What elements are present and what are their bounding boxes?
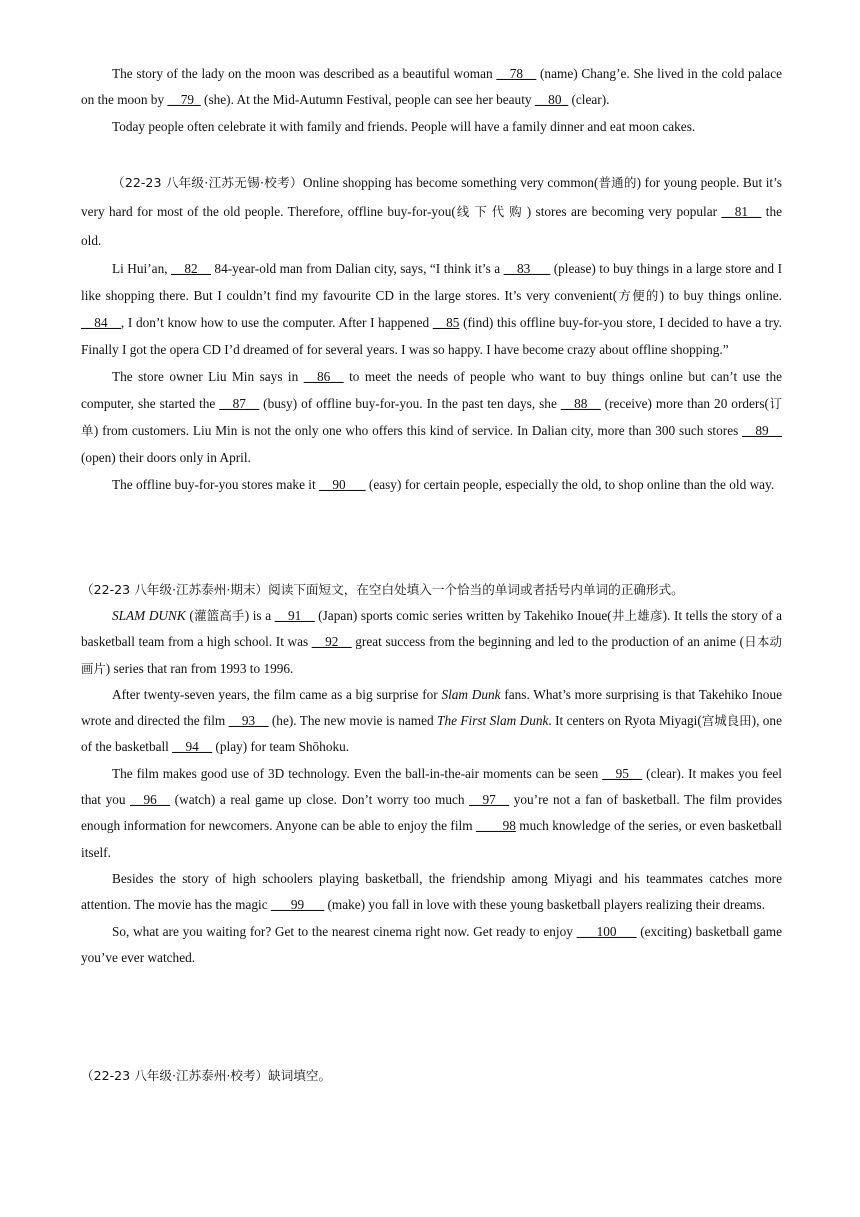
- blank-98[interactable]: ____98: [475, 818, 516, 834]
- title-italic: SLAM DUNK: [112, 608, 186, 623]
- blank-90[interactable]: __90___: [319, 477, 366, 492]
- blank-86[interactable]: __86__: [303, 369, 344, 384]
- passage-slam-dunk: [81, 576, 782, 971]
- source-label: （22-23 八年级·江苏泰州·期末）阅读下面短文，在空白处填入一个恰当的单词或者括号内单词的正确形式。: [81, 582, 684, 597]
- paragraph: The story of the lady on the moon was described as a beautiful woman __78__ (name) Chang’e. She lived in the cold palace on the moon by __79_ (she). At the Mid-Autumn Festival, people can see her beauty __80_ (clear).: [81, 66, 783, 108]
- blank-91[interactable]: __91__: [274, 608, 315, 623]
- blank-95[interactable]: __95__: [602, 765, 643, 781]
- paragraph: Today people often celebrate it with family and friends. People will have a family dinner and eat moon cakes.: [112, 118, 696, 134]
- source-label: （22-23 八年级·江苏泰州·校考）缺词填空。: [81, 1068, 332, 1083]
- paragraph: SLAM DUNK (灌篮高手) is a __91__ (Japan) sports comic series written by Takehiko Inoue(井上雄彦). It tells the story of a basketball team from a high school. It was __92__ great success from the beginning and led to the production of an anime (日本动画片) series that ran from 1993 to 1996.: [81, 608, 783, 676]
- blank-92[interactable]: __92__: [311, 634, 352, 650]
- blank-78[interactable]: __78__: [496, 66, 537, 81]
- blank-93[interactable]: __93__: [228, 713, 269, 729]
- blank-97[interactable]: __97__: [469, 792, 510, 808]
- passage-offline-shopping: [81, 168, 782, 498]
- passage-intro: [81, 576, 782, 603]
- passage-intro: [81, 1063, 782, 1089]
- paragraph: After twenty-seven years, the film came as a big surprise for Slam Dunk fans. What’s more surprising is that Takehiko Inoue wrote and directed the film __93__ (he). The new movie is named The First Slam Dunk. It centers on Ryota Miyagi(宫城良田), one of the basketball __94__ (play) for team Shōhoku.: [81, 686, 782, 755]
- paragraph: The film makes good use of 3D technology. Even the ball-in-the-air moments can be seen __95__ (clear). It makes you feel that you __96__ (watch) a real game up close. Don’t worry too much __97__ you’re not a fan of basketball. The film provides enough information for newcomers. Anyone can be able to enjoy the film ____98 much knowledge of the series, or even basketball itself.: [81, 765, 782, 860]
- blank-96[interactable]: __96__: [130, 792, 171, 808]
- paragraph: Besides the story of high schoolers playing basketball, the friendship among Miyagi and his teammates catches more attention. The movie has the magic ___99___ (make) you fall in love with these young basketball players realizing their dreams.: [81, 870, 782, 913]
- blank-84[interactable]: __84__: [81, 315, 121, 330]
- passage-intro: （22-23 八年级·江苏无锡·校考）Online shopping has become something very common(普通的) for young people. But it’s very hard for most of the old people. Therefore, offline buy-for-you(线下代购) stores are becoming very popular __81__ the old.: [81, 175, 783, 248]
- blank-100[interactable]: ___100___: [576, 923, 637, 939]
- blank-81[interactable]: __81__: [721, 204, 762, 219]
- blank-79[interactable]: __79_: [167, 92, 201, 108]
- paragraph: The offline buy-for-you stores make it __90___ (easy) for certain people, especially the old, to shop online than the old way.: [112, 477, 775, 492]
- paragraph: So, what are you waiting for? Get to the nearest cinema right now. Get ready to enjoy ___100___ (exciting) basketball game you’ve ever watched.: [81, 923, 782, 965]
- source-label: （22-23 八年级·江苏无锡·校考）: [112, 175, 303, 190]
- blank-82[interactable]: __82__: [171, 261, 211, 276]
- blank-80[interactable]: __80_: [534, 92, 569, 108]
- blank-88[interactable]: __88__: [560, 396, 601, 411]
- blank-99[interactable]: ___99___: [270, 897, 325, 913]
- blank-87[interactable]: __87__: [219, 396, 260, 411]
- blank-85[interactable]: __85: [432, 315, 460, 330]
- paragraph: Li Hui’an, __82__ 84-year-old man from Dalian city, says, “I think it’s a __83___ (please) to buy things in a large store and I like shopping there. But I couldn’t find my favourite CD in the large stores. It’s very convenient(方便的) to buy things online. __84__, I don’t know how to use the computer. After I happened __85 (find) this offline buy-for-you store, I decided to have a try. Finally I got the opera CD I’d dreamed of for several years. I was so happy. I have become crazy about offline shopping.”: [81, 261, 783, 357]
- paragraph: The store owner Liu Min says in __86__ to meet the needs of people who want to buy things online but can’t use the computer, she started the __87__ (busy) of offline buy-for-you. In the past ten days, she __88__ (receive) more than 20 orders(订单) from customers. Liu Min is not the only one who offers this kind of service. In Dalian city, more than 300 such stores __89__ (open) their doors only in April.: [81, 369, 783, 465]
- blank-89[interactable]: __89__: [742, 423, 782, 438]
- passage-next-heading: [81, 1063, 782, 1089]
- passage-moon-lady: [81, 61, 782, 140]
- blank-94[interactable]: __94__: [172, 739, 213, 755]
- blank-83[interactable]: __83___: [503, 261, 551, 276]
